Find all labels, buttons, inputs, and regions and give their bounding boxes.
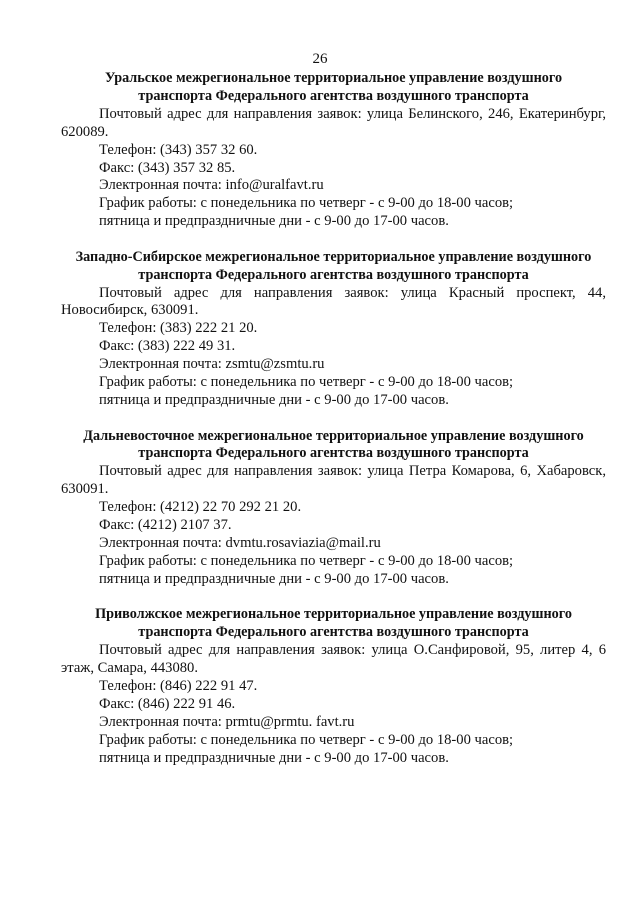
fax: Факс: (343) 357 32 85. — [99, 159, 236, 176]
section-title-line1: Дальневосточное межрегиональное территориальное управление воздушного — [83, 427, 584, 444]
fax: Факс: (846) 222 91 46. — [99, 695, 236, 712]
schedule-weekdays: График работы: с понедельника по четверг - с 9-00 до 18-00 часов; — [99, 195, 514, 212]
section-title-line1: Приволжское межрегиональное территориальное управление воздушного — [95, 606, 572, 623]
postal-address: Почтовый адрес для направления заявок: улица Белинского, 246, Екатеринбург, 620089. — [61, 105, 606, 140]
phone: Телефон: (383) 222 21 20. — [99, 320, 258, 337]
schedule-friday: пятница и предпраздничные дни - с 9-00 до 17-00 часов. — [99, 392, 449, 408]
phone: Телефон: (343) 357 32 60. — [99, 141, 258, 158]
section-title — [61, 70, 606, 106]
email: Электронная почта: zsmtu@zsmtu.ru — [99, 356, 325, 373]
section-title-line2: транспорта Федерального агентства воздушного транспорта — [138, 266, 529, 283]
phone: Телефон: (846) 222 91 47. — [99, 677, 258, 694]
schedule-weekdays: График работы: с понедельника по четверг - с 9-00 до 18-00 часов; — [99, 374, 514, 391]
email: Электронная почта: dvmtu.rosaviazia@mail.ru — [99, 534, 381, 551]
section-far-east — [61, 428, 606, 589]
section-ural — [61, 70, 606, 231]
section-title-line2: транспорта Федерального агентства воздушного транспорта — [138, 624, 529, 641]
postal-address: Почтовый адрес для направления заявок: улица Петра Комарова, 6, Хабаровск, 630091. — [61, 463, 606, 498]
section-title-line2: транспорта Федерального агентства воздушного транспорта — [138, 87, 529, 104]
postal-address: Почтовый адрес для направления заявок: улица О.Санфировой, 95, литер 4, 6 этаж, Самара, 443080. — [61, 642, 606, 676]
section-title-line2: транспорта Федерального агентства воздушного транспорта — [138, 445, 529, 462]
schedule-weekdays: График работы: с понедельника по четверг - с 9-00 до 18-00 часов; — [99, 731, 514, 748]
section-volga — [61, 606, 606, 767]
section-title — [61, 428, 606, 464]
section-title-line1: Уральское межрегиональное территориальное управление воздушного — [104, 70, 563, 86]
document-body — [61, 70, 606, 785]
section-title — [61, 249, 606, 285]
schedule-weekdays: График работы: с понедельника по четверг - с 9-00 до 18-00 часов; — [99, 552, 514, 569]
section-title-line1: Западно-Сибирское межрегиональное территориальное управление воздушного — [75, 248, 592, 265]
fax: Факс: (383) 222 49 31. — [99, 338, 236, 355]
schedule-friday: пятница и предпраздничные дни - с 9-00 до 17-00 часов. — [99, 749, 449, 766]
section-west-siberian — [61, 249, 606, 410]
page-number: 26 — [312, 51, 328, 67]
postal-address: Почтовый адрес для направления заявок: улица Красный проспект, 44, Новосибирск, 630091. — [61, 284, 606, 319]
section-title — [61, 606, 606, 642]
schedule-friday: пятница и предпраздничные дни - с 9-00 до 17-00 часов. — [99, 213, 449, 230]
email: Электронная почта: prmtu@prmtu. favt.ru — [99, 713, 355, 730]
fax: Факс: (4212) 2107 37. — [99, 517, 232, 534]
email: Электронная почта: info@uralfavt.ru — [99, 177, 324, 194]
phone: Телефон: (4212) 22 70 292 21 20. — [99, 499, 302, 516]
schedule-friday: пятница и предпраздничные дни - с 9-00 до 17-00 часов. — [99, 570, 449, 587]
